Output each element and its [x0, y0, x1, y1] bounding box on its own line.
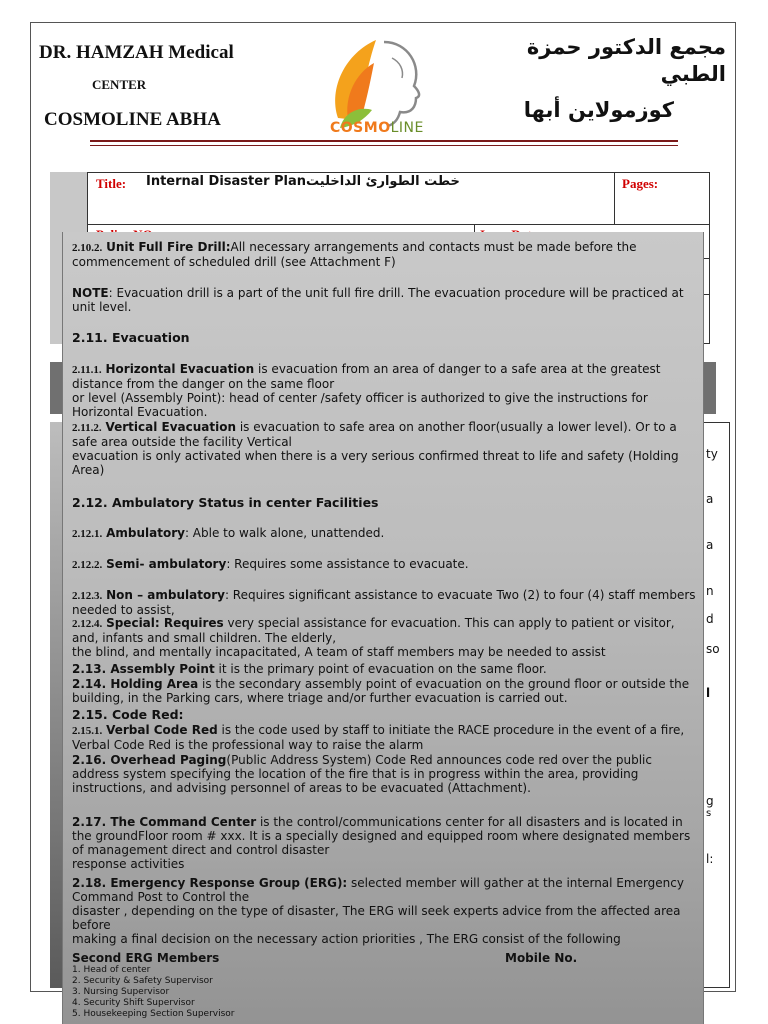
peek-text: g [706, 794, 714, 808]
para-unit-fire-drill: 2.10.2. Unit Full Fire Drill:All necessary arrangements and contacts must be made before the commencement of scheduled drill (see Attachment F) [72, 240, 637, 269]
erg-members-header: Second ERG Members Mobile No. [72, 951, 578, 965]
logo-wordmark: COSMOLINE [330, 120, 424, 136]
branch-name-ar: كوزمولاين أبها [523, 98, 674, 122]
list-item: 4. Security Shift Supervisor [72, 998, 195, 1008]
document-title-ar: خطت الطوارئ الداخليت [306, 174, 460, 189]
para-command-center: 2.17. The Command Center is the control/communications center for all disasters and is located in the groundFloor room # xxx. It is a specially designed and equipped room where designated members of management direct and control disaster response activities [72, 815, 691, 871]
para-ambulatory: 2.12.1. Ambulatory: Able to walk alone, unattended. [72, 526, 385, 540]
peek-text: l [706, 686, 711, 700]
overlay-page [62, 232, 704, 1024]
list-item: 2. Security & Safety Supervisor [72, 976, 213, 986]
peek-text: l: [706, 852, 714, 866]
para-non-ambulatory: 2.12.3. Non – ambulatory: Requires significant assistance to evacuate Two (2) to four (4) staff members needed to assist, [72, 588, 696, 617]
peek-text: a [706, 492, 714, 506]
para-overhead-paging: 2.16. Overhead Paging(Public Address System) Code Red announces code red over the public address system specifying the location of the fire that is in progress within the area, providing instructions, and advising personnel of areas to be evacuated (Attachment). [72, 753, 652, 795]
title-label: Title: [96, 176, 127, 191]
peek-text: ty [706, 447, 718, 461]
list-item: 1. Head of center [72, 965, 151, 975]
para-assembly-point: 2.13. Assembly Point it is the primary point of evacuation on the same floor. [72, 662, 547, 676]
header-rule [90, 140, 678, 142]
center-name-en: DR. HAMZAH Medical [39, 42, 234, 63]
para-verbal-code-red: 2.15.1. Verbal Code Red is the code used by staff to initiate the RACE procedure in the event of a fire, Verbal Code Red is the professional way to raise the alarm [72, 723, 685, 752]
center-name-en-2: CENTER [92, 77, 147, 92]
para-note: NOTE: Evacuation drill is a part of the unit full fire drill. The evacuation procedure will be practiced at unit level. [72, 286, 684, 314]
peek-text: n [706, 584, 714, 598]
center-name-ar: مجمع الدكتور حمزة الطبي [526, 35, 726, 86]
peek-text: s [706, 808, 712, 819]
form-col-divider [614, 172, 615, 224]
para-horizontal-evacuation: 2.11.1. Horizontal Evacuation is evacuation from an area of danger to a safe area at the greatest distance from the danger on the same floor or level (Assembly Point): head of center /safety officer is authorized to give the instructions for Horizontal Evacuation. [72, 362, 661, 419]
peek-text: a [706, 538, 714, 552]
heading-code-red: 2.15. Code Red: [72, 707, 184, 722]
para-special: 2.12.4. Special: Requires very special assistance for evacuation. This can apply to patient or visitor, and, infants and small children. The elderly, the blind, and mentally incapacitated, A team of staff members may be needed to assist [72, 616, 675, 659]
para-vertical-evacuation: 2.11.2. Vertical Evacuation is evacuation to safe area on another floor(usually a lower level). Or to a safe area outside the facility Vertical evacuation is only activated when there is a very serious confirmed threat to life and safety (Holding Area) [72, 420, 679, 477]
section-strip-edge [704, 362, 716, 414]
para-semi-ambulatory: 2.12.2. Semi- ambulatory: Requires some assistance to evacuate. [72, 557, 469, 571]
list-item: 3. Nursing Supervisor [72, 987, 170, 997]
document-title-en: Internal Disaster Plan [146, 174, 307, 189]
branch-name-en: COSMOLINE ABHA [44, 109, 221, 130]
header-rule-thin [90, 145, 678, 146]
erg-members-list [72, 965, 700, 1020]
para-erg: 2.18. Emergency Response Group (ERG): selected member will gather at the internal Emergency Command Post to Control the disaster , depending on the type of disaster, The ERG will seek experts advice from the affected area before making a final decision on the necessary action priorities , The ERG consist of the following [72, 876, 684, 946]
para-holding-area: 2.14. Holding Area is the secondary assembly point of evacuation on the ground floor or outside the building, in the Parking cars, where triage and/or further evacuation is carried out. [72, 677, 690, 705]
peek-text: so [706, 642, 720, 656]
mobile-no-header: Mobile No. [505, 951, 578, 965]
section-strip-edge [50, 362, 62, 414]
peek-text: d [706, 612, 714, 626]
heading-evacuation: 2.11. Evacuation [72, 330, 190, 345]
pages-label: Pages: [622, 176, 659, 191]
heading-ambulatory-status: 2.12. Ambulatory Status in center Facilities [72, 495, 379, 510]
form-row-divider [88, 224, 710, 225]
list-item: 5. Housekeeping Section Supervisor [72, 1009, 235, 1019]
